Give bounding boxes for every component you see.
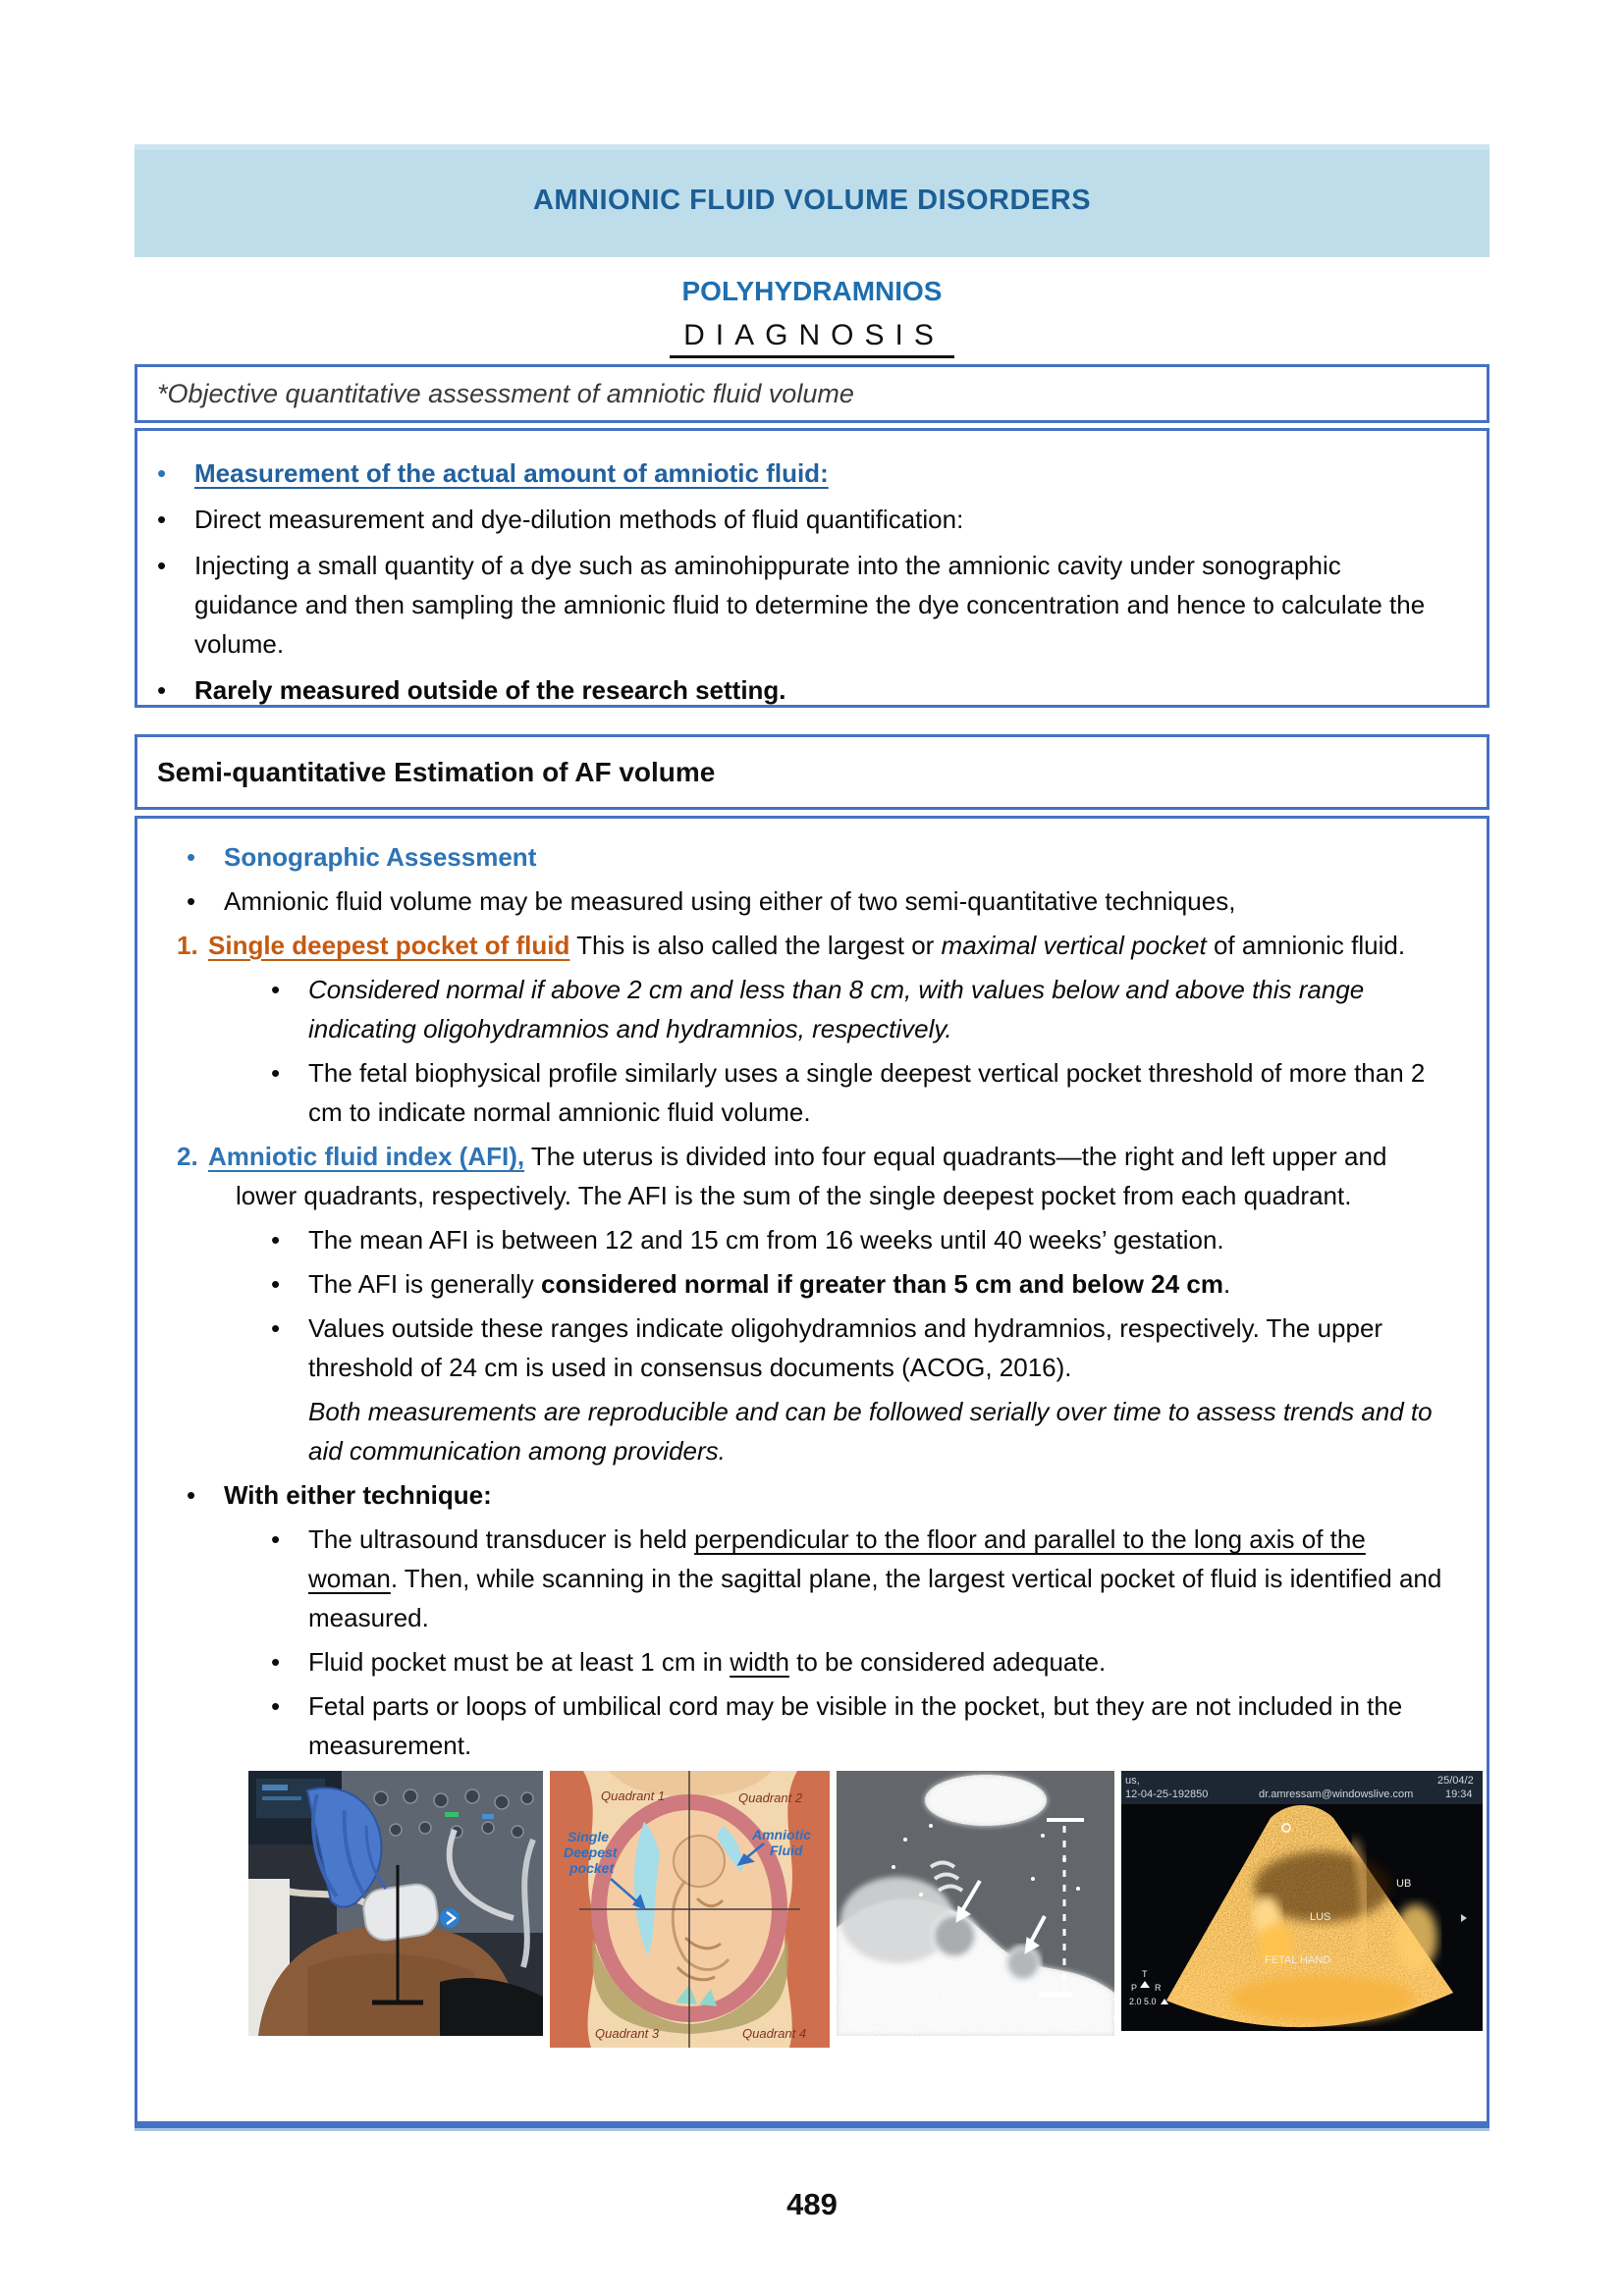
bullet-marker — [271, 1308, 308, 1387]
us-scale-values: 2.0 5.0 — [1129, 1997, 1157, 2006]
bullet-text: Fetal parts or loops of umbilical cord may be visible in the pocket, but they are not included in the measurement. — [308, 1691, 1403, 1760]
bullet-item — [187, 1475, 1451, 1515]
us-marker-t: T — [1142, 1969, 1148, 1979]
bullet-text: Rarely measured outside of the research setting. — [194, 675, 786, 705]
bullet-marker — [187, 881, 224, 921]
us-label-ub: UB — [1396, 1878, 1412, 1890]
section-heading-text: DIAGNOSIS — [670, 319, 954, 358]
us-marker-p: P — [1131, 1983, 1138, 1993]
measurement-box — [135, 428, 1489, 708]
bullet-marker — [187, 1475, 224, 1515]
bullet-marker — [271, 1686, 308, 1765]
bullet-marker — [187, 837, 224, 877]
bullet-marker — [157, 670, 194, 710]
bullet-item — [271, 1053, 1451, 1132]
quadrant-2-label: Quadrant 2 — [738, 1790, 803, 1805]
bullet-text: Injecting a small quantity of a dye such as aminohippurate into the amnionic cavity under sonographic guidance and then sampling the amnionic fluid to determine the dye concentration and hence to calculate the volume. — [194, 551, 1426, 659]
bullet-marker — [271, 1520, 308, 1637]
bullet-item — [271, 1308, 1451, 1387]
numbered-item-text: Amniotic fluid index (AFI), The uterus is divided into four equal quadrants—the right and left upper and lower quadrants, respectively. The AFI is the sum of the single deepest pocket from each quadrant. — [208, 1142, 1387, 1210]
transducer-photo-img — [248, 1771, 543, 2036]
numbered-item-text: Single deepest pocket of fluid This is also called the largest or maximal vertical pocket of amnionic fluid. — [208, 931, 1406, 960]
bullet-text: Measurement of the actual amount of amniotic fluid: — [194, 458, 829, 488]
quadrant-4-label: Quadrant 4 — [742, 2026, 807, 2041]
bullet-marker — [271, 1053, 308, 1132]
bullet-marker — [157, 546, 194, 664]
figure-bw-ultrasound — [837, 1771, 1114, 2036]
item-number: 1. — [177, 931, 198, 960]
objective-note-text: *Objective quantitative assessment of amniotic fluid volume — [157, 378, 854, 408]
bullet-text: Values outside these ranges indicate oligohydramnios and hydramnios, respectively. The upper threshold of 24 cm is used in consensus documents (ACOG, 2016). — [308, 1313, 1383, 1382]
note-paragraph-text: Both measurements are reproducible and can be followed serially over time to assess trends and to aid communication among providers. — [308, 1397, 1433, 1466]
numbered-item-1 — [177, 926, 1451, 965]
us-label-lus: LUS — [1310, 1911, 1331, 1923]
chapter-title: AMNIONIC FLUID VOLUME DISORDERS — [532, 185, 1092, 216]
bullet-item — [157, 546, 1451, 664]
bullet-item — [271, 1264, 1451, 1304]
bullet-item — [187, 837, 1451, 877]
topic-heading: POLYHYDRAMNIOS — [681, 276, 943, 306]
quadrant-3-label: Quadrant 3 — [595, 2026, 660, 2041]
orange-ultrasound-img — [1121, 1771, 1483, 2031]
bullet-item — [271, 970, 1451, 1048]
figure-orange-ultrasound — [1121, 1771, 1483, 2031]
semi-quantitative-content-box — [135, 816, 1489, 2128]
bullet-marker — [157, 500, 194, 539]
section-heading — [135, 319, 1489, 358]
bullet-item — [271, 1520, 1451, 1637]
bullet-text: Direct measurement and dye-dilution methods of fluid quantification: — [194, 505, 964, 534]
bullet-text: The AFI is generally considered normal if greater than 5 cm and below 24 cm. — [308, 1269, 1231, 1299]
single-deepest-pocket-label-3: pocket — [569, 1860, 615, 1876]
bullet-item — [271, 1642, 1451, 1682]
bullet-marker — [271, 1264, 308, 1304]
bullet-item — [271, 1220, 1451, 1259]
bullet-marker — [271, 1642, 308, 1682]
bullet-item — [157, 500, 1451, 539]
bullet-text: Sonographic Assessment — [224, 842, 537, 872]
bullet-marker — [271, 970, 308, 1048]
item-number: 2. — [177, 1142, 198, 1171]
us-header-modality: us, — [1125, 1775, 1140, 1787]
us-label-fetal-hand: FETAL HAND — [1265, 1954, 1331, 1966]
bullet-text: With either technique: — [224, 1480, 492, 1510]
quadrant-1-label: Quadrant 1 — [601, 1789, 666, 1803]
bullet-item — [157, 454, 1451, 493]
single-deepest-pocket-label-1: Single — [568, 1829, 610, 1844]
us-header-email: dr.amressam@windowslive.com — [1259, 1789, 1414, 1800]
bullet-text: Fluid pocket must be at least 1 cm in width to be considered adequate. — [308, 1647, 1107, 1677]
amniotic-fluid-label-2: Fluid — [770, 1842, 803, 1858]
semi-quantitative-header-box — [135, 734, 1489, 810]
bullet-text: The fetal biophysical profile similarly uses a single deepest vertical pocket threshold of more than 2 cm to indicate normal amnionic fluid volume. — [308, 1058, 1426, 1127]
semi-quantitative-title: Semi-quantitative Estimation of AF volume — [157, 756, 716, 787]
bullet-text: Amnionic fluid volume may be measured using either of two semi-quantitative techniques, — [224, 886, 1236, 916]
figure-row — [248, 1771, 1474, 2048]
bullet-text: Considered normal if above 2 cm and less than 8 cm, with values below and above this range indicating oligohydramnios and hydramnios, respectively. — [308, 975, 1365, 1043]
bullet-text: The mean AFI is between 12 and 15 cm from 16 weeks until 40 weeks’ gestation. — [308, 1225, 1224, 1255]
bw-ultrasound-img — [837, 1771, 1114, 2036]
bullet-marker — [271, 1220, 308, 1259]
bullet-marker — [157, 454, 194, 493]
bullet-text: The ultrasound transducer is held perpendicular to the floor and parallel to the long axis of the woman. Then, while scanning in the sagittal plane, the largest vertical pocket of fluid is identified and measured. — [308, 1524, 1442, 1632]
us-header-id: 12-04-25-192850 — [1125, 1789, 1209, 1800]
amniotic-fluid-label-1: Amniotic — [752, 1827, 811, 1842]
chapter-title-band — [135, 144, 1489, 257]
numbered-item-2 — [177, 1137, 1451, 1215]
quadrant-diagram-img — [550, 1771, 830, 2048]
page-number: 489 — [786, 2187, 838, 2221]
figure-quadrant-diagram — [550, 1771, 830, 2048]
note-paragraph — [308, 1392, 1451, 1470]
us-marker-r: R — [1155, 1983, 1162, 1993]
single-deepest-pocket-label-2: Deepest — [564, 1844, 618, 1860]
bullet-item — [157, 670, 1451, 710]
us-header-date: 25/04/2 — [1437, 1775, 1474, 1787]
bullet-item — [187, 881, 1451, 921]
us-header-time: 19:34 — [1445, 1789, 1473, 1800]
figure-transducer-photo — [248, 1771, 543, 2036]
objective-note-box — [135, 364, 1489, 423]
bullet-item — [271, 1686, 1451, 1765]
